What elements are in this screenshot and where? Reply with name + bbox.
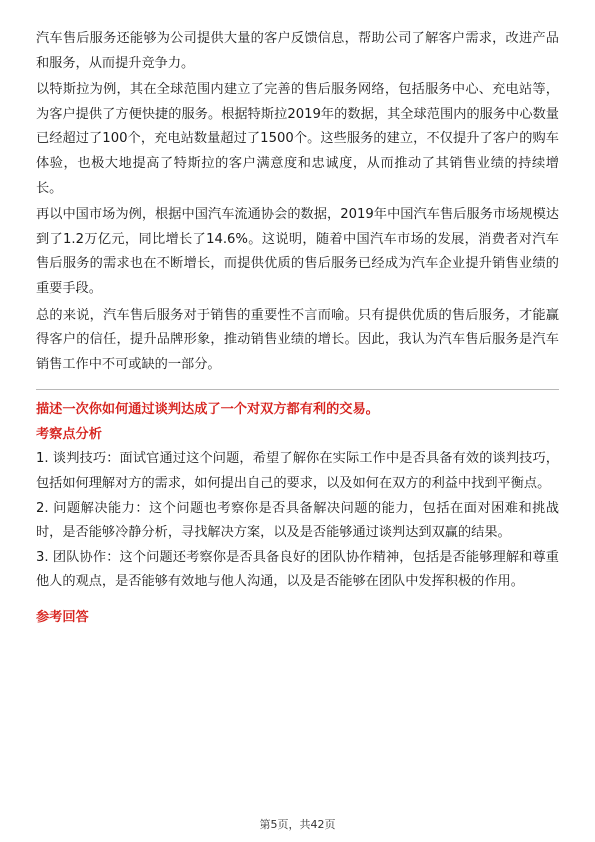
interview-question: 描述一次你如何通过谈判达成了一个对双方都有利的交易。 [36, 402, 379, 418]
analysis-item-negotiation: 1. 谈判技巧：面试官通过这个问题，希望了解你在实际工作中是否具备有效的谈判技巧，包括如何理解对方的需求，如何提出自己的要求，以及如何在双方的利益中找到平衡点。 [36, 451, 559, 491]
analysis-heading: 考察点分析 [36, 427, 102, 443]
paragraph-tesla: 以特斯拉为例，其在全球范围内建立了完善的售后服务网络，包括服务中心、充电站等，为客户提供了方便快捷的服务。根据特斯拉2019年的数据，其全球范围内的服务中心数量已经超过了100个，充电站数量超过了1500个。这些服务的建立，不仅提升了客户的购车体验，也极大地提高了特斯拉的客户满意度和忠诚度，从而推动了其销售业绩的持续增长。 [36, 82, 559, 196]
paragraph-summary: 总的来说，汽车售后服务对于销售的重要性不言而喻。只有提供优质的售后服务，才能赢得客户的信任，提升品牌形象，推动销售业绩的增长。因此，我认为汽车售后服务是汽车销售工作中不可或缺的一部分。 [36, 307, 559, 372]
paragraph-china-market: 再以中国市场为例，根据中国汽车流通协会的数据，2019年中国汽车售后服务市场规模达到了1.2万亿元，同比增长了14.6%。这说明，随着中国汽车市场的发展，消费者对汽车售后服务的需求也在不断增长，而提供优质的售后服务已经成为汽车企业提升销售业绩的重要手段。 [36, 207, 559, 296]
analysis-item-problem-solving: 2. 问题解决能力：这个问题也考察你是否具备解决问题的能力，包括在面对困难和挑战时，是否能够冷静分析，寻找解决方案，以及是否能够通过谈判达到双赢的结果。 [36, 500, 559, 541]
paragraph-feedback: 汽车售后服务还能够为公司提供大量的客户反馈信息，帮助公司了解客户需求，改进产品和服务，从而提升竞争力。 [36, 31, 559, 71]
answer-heading: 参考回答 [36, 609, 89, 625]
analysis-item-teamwork: 3. 团队协作：这个问题还考察你是否具备良好的团队协作精神，包括是否能够理解和尊重他人的观点，是否能够有效地与他人沟通，以及是否能够在团队中发挥积极的作用。 [36, 549, 559, 590]
page-number: 第5页，共42页 [259, 818, 336, 831]
section-divider [36, 389, 559, 390]
page-content [36, 27, 559, 630]
